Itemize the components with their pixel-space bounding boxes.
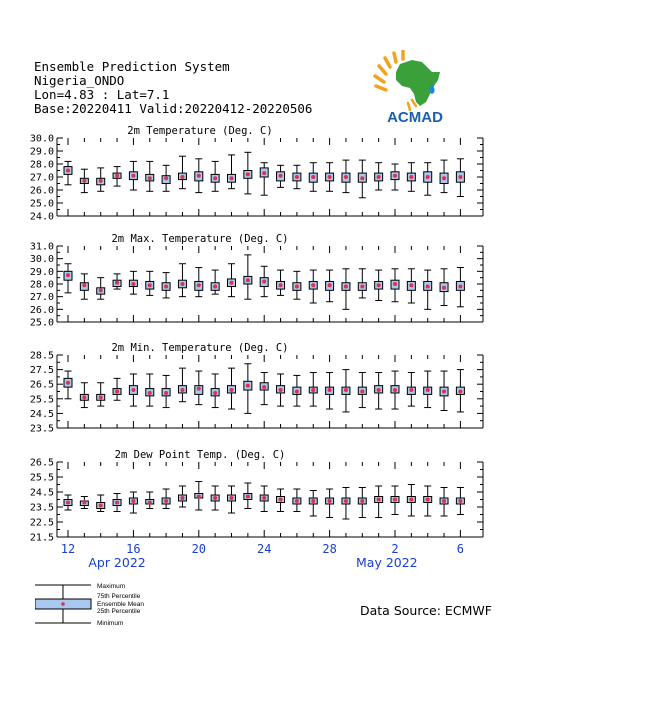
mean-dot	[230, 281, 234, 285]
mean-dot	[393, 388, 397, 392]
mean-dot	[426, 498, 430, 502]
mean-dot	[82, 395, 86, 399]
mean-dot	[66, 273, 70, 277]
y-tick-label: 28.5	[29, 350, 54, 362]
mean-dot	[377, 283, 381, 287]
mean-dot	[246, 278, 250, 282]
mean-dot	[213, 176, 217, 180]
mean-dot	[409, 388, 413, 392]
mean-dot	[82, 283, 86, 287]
mean-dot	[115, 390, 119, 394]
mean-dot	[148, 176, 152, 180]
mean-dot	[99, 504, 103, 508]
mean-dot	[344, 388, 348, 392]
mean-dot	[131, 174, 135, 178]
mean-dot	[377, 498, 381, 502]
mean-dot	[99, 395, 103, 399]
y-tick-label: 21.5	[29, 532, 54, 544]
legend-mean-dot	[61, 602, 65, 606]
mean-dot	[442, 176, 446, 180]
mean-dot	[328, 283, 332, 287]
panel-title: 2m Max. Temperature (Deg. C)	[111, 233, 289, 245]
y-tick-label: 27.5	[29, 365, 54, 377]
mean-dot	[311, 388, 315, 392]
mean-dot	[377, 388, 381, 392]
mean-dot	[426, 175, 430, 179]
mean-dot	[164, 391, 168, 395]
mean-dot	[82, 501, 86, 505]
mean-dot	[393, 174, 397, 178]
mean-dot	[180, 282, 184, 286]
mean-dot	[442, 499, 446, 503]
mean-dot	[279, 283, 283, 287]
mean-dot	[164, 499, 168, 503]
panel-title: 2m Dew Point Temp. (Deg. C)	[114, 449, 286, 461]
mean-dot	[148, 391, 152, 395]
mean-dot	[148, 501, 152, 505]
mean-dot	[99, 288, 103, 292]
mean-dot	[230, 496, 234, 500]
y-tick-label: 28.0	[29, 279, 54, 291]
y-tick-label: 27.0	[29, 292, 54, 304]
y-tick-label: 24.5	[29, 487, 54, 499]
mean-dot	[131, 499, 135, 503]
mean-dot	[311, 499, 315, 503]
mean-dot	[180, 388, 184, 392]
y-tick-label: 25.0	[29, 317, 54, 329]
mean-dot	[115, 174, 119, 178]
mean-dot	[246, 495, 250, 499]
y-tick-label: 26.0	[29, 185, 54, 197]
mean-dot	[197, 387, 201, 391]
mean-dot	[426, 388, 430, 392]
mean-dot	[426, 285, 430, 289]
mean-dot	[262, 385, 266, 389]
x-tick-label: 28	[322, 542, 337, 556]
x-tick-label: 6	[456, 542, 465, 556]
mean-dot	[311, 283, 315, 287]
mean-dot	[295, 175, 299, 179]
mean-dot	[66, 169, 70, 173]
mean-dot	[328, 388, 332, 392]
mean-dot	[377, 175, 381, 179]
y-tick-label: 29.0	[29, 266, 54, 278]
mean-dot	[360, 285, 364, 289]
mean-dot	[458, 175, 462, 179]
y-tick-label: 30.0	[29, 133, 54, 145]
legend-mean: Ensemble Mean	[97, 601, 144, 608]
y-tick-label: 30.0	[29, 254, 54, 266]
y-tick-label: 31.0	[29, 241, 54, 253]
mean-dot	[360, 176, 364, 180]
mean-dot	[246, 172, 250, 176]
mean-dot	[344, 285, 348, 289]
mean-dot	[230, 176, 234, 180]
header-coordinates: Lon=4.83 : Lat=7.1	[34, 87, 170, 102]
mean-dot	[279, 388, 283, 392]
mean-dot	[131, 282, 135, 286]
mean-dot	[409, 498, 413, 502]
mean-dot	[458, 285, 462, 289]
header-location: Nigeria_ONDO	[34, 73, 125, 88]
header-dates: Base:20220411 Valid:20220412-20220506	[34, 101, 313, 116]
x-month-label: May 2022	[356, 555, 418, 570]
mean-dot	[360, 390, 364, 394]
x-tick-label: 2	[391, 542, 399, 556]
y-tick-label: 25.0	[29, 198, 54, 210]
mean-dot	[442, 286, 446, 290]
mean-dot	[66, 381, 70, 385]
y-tick-label: 25.5	[29, 472, 54, 484]
mean-dot	[409, 283, 413, 287]
y-tick-label: 23.5	[29, 423, 54, 435]
legend-25th: 25th Percentile	[97, 608, 141, 615]
mean-dot	[131, 388, 135, 392]
mean-dot	[311, 175, 315, 179]
data-source: Data Source: ECMWF	[360, 603, 492, 618]
mean-dot	[115, 281, 119, 285]
mean-dot	[230, 388, 234, 392]
mean-dot	[328, 499, 332, 503]
x-tick-label: 20	[191, 542, 207, 556]
mean-dot	[246, 384, 250, 388]
y-tick-label: 28.0	[29, 159, 54, 171]
mean-dot	[393, 282, 397, 286]
y-tick-label: 24.5	[29, 408, 54, 420]
panel-title: 2m Min. Temperature (Deg. C)	[111, 342, 289, 354]
legend-minimum: Minimum	[97, 620, 124, 626]
mean-dot	[99, 179, 103, 183]
legend-maximum: Maximum	[97, 583, 126, 590]
mean-dot	[295, 285, 299, 289]
logo-text: ACMAD	[387, 109, 443, 126]
mean-dot	[442, 390, 446, 394]
mean-dot	[164, 285, 168, 289]
mean-dot	[328, 175, 332, 179]
mean-dot	[197, 495, 201, 499]
mean-dot	[279, 498, 283, 502]
y-tick-label: 26.5	[29, 457, 54, 469]
mean-dot	[180, 175, 184, 179]
x-tick-label: 12	[60, 542, 76, 556]
mean-dot	[409, 175, 413, 179]
mean-dot	[213, 496, 217, 500]
y-tick-label: 29.0	[29, 146, 54, 158]
mean-dot	[82, 179, 86, 183]
mean-dot	[344, 175, 348, 179]
mean-dot	[262, 279, 266, 283]
mean-dot	[197, 174, 201, 178]
x-tick-label: 24	[256, 542, 272, 556]
y-tick-label: 26.0	[29, 304, 54, 316]
mean-dot	[279, 174, 283, 178]
legend	[35, 582, 175, 626]
mean-dot	[393, 498, 397, 502]
legend-75th: 75th Percentile	[97, 593, 141, 600]
mean-dot	[148, 283, 152, 287]
y-tick-label: 26.5	[29, 379, 54, 391]
x-tick-label: 16	[126, 542, 141, 556]
mean-dot	[458, 499, 462, 503]
mean-dot	[197, 283, 201, 287]
mean-dot	[458, 390, 462, 394]
header-title: Ensemble Prediction System	[34, 59, 230, 74]
mean-dot	[213, 285, 217, 289]
y-tick-label: 24.0	[29, 211, 54, 223]
mean-dot	[344, 499, 348, 503]
panel-title: 2m Temperature (Deg. C)	[127, 125, 273, 137]
y-tick-label: 27.0	[29, 172, 54, 184]
mean-dot	[262, 496, 266, 500]
mean-dot	[164, 176, 168, 180]
y-tick-label: 23.5	[29, 502, 54, 514]
mean-dot	[115, 501, 119, 505]
mean-dot	[262, 171, 266, 175]
mean-dot	[66, 501, 70, 505]
x-month-label: Apr 2022	[88, 555, 146, 570]
mean-dot	[360, 499, 364, 503]
mean-dot	[213, 391, 217, 395]
mean-dot	[295, 390, 299, 394]
mean-dot	[295, 499, 299, 503]
y-tick-label: 25.5	[29, 394, 54, 406]
y-tick-label: 22.5	[29, 517, 54, 529]
mean-dot	[180, 496, 184, 500]
